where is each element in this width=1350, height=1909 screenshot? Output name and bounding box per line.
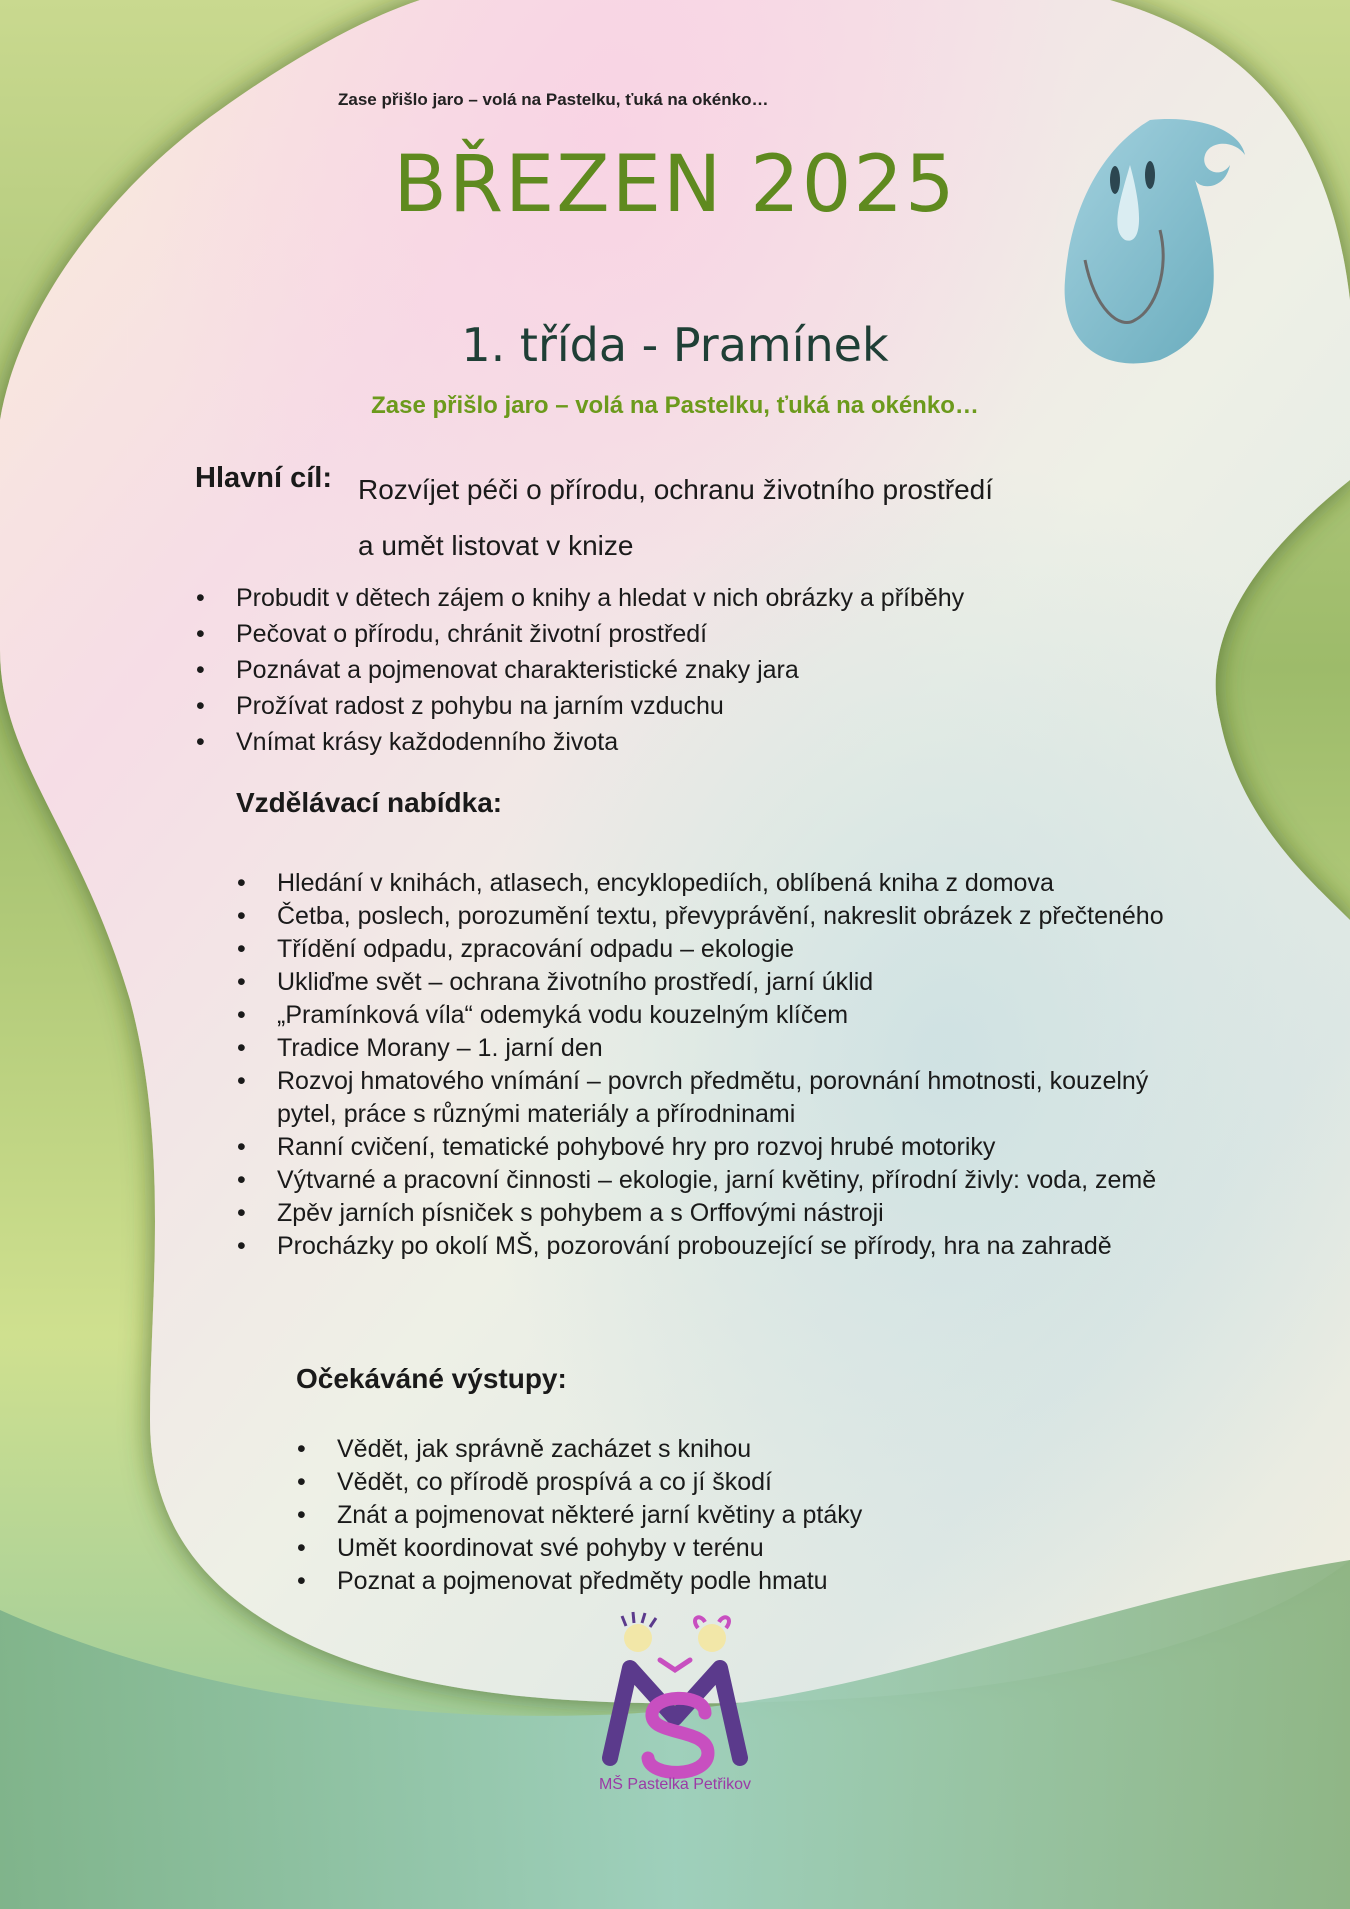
- list-item: • „Pramínková víla“ odemyká vodu kouzelným klíčem: [277, 999, 1177, 1032]
- list-item: • Tradice Morany – 1. jarní den: [277, 1032, 1177, 1065]
- top-note: Zase přišlo jaro – volá na Pastelku, ťuká na okénko…: [338, 90, 769, 109]
- goal-line: Rozvíjet péči o přírodu, ochranu životního prostředí: [358, 474, 994, 505]
- class-title: 1. třída - Pramínek: [461, 318, 889, 372]
- list-item: • Probudit v dětech zájem o knihy a hledat v nich obrázky a příběhy: [236, 580, 1136, 616]
- water-drop-mascot-icon: [1030, 110, 1270, 380]
- list-item: • Třídění odpadu, zpracování odpadu – ekologie: [277, 933, 1177, 966]
- list-item: • Zpěv jarních písniček s pohybem a s Orffovými nástroji: [277, 1197, 1177, 1230]
- list-item: • Prožívat radost z pohybu na jarním vzduchu: [236, 688, 1136, 724]
- list-item: • Výtvarné a pracovní činnosti – ekologie, jarní květiny, přírodní živly: voda, země: [277, 1164, 1177, 1197]
- list-item: • Hledání v knihách, atlasech, encyklopediích, oblíbená kniha z domova: [277, 867, 1177, 900]
- list-item: • Četba, poslech, porozumění textu, převyprávění, nakreslit obrázek z přečteného: [277, 900, 1177, 933]
- list-item: • Umět koordinovat své pohyby v terénu: [337, 1532, 1157, 1565]
- education-list: [277, 867, 1177, 1263]
- goal-label: Hlavní cíl:: [195, 462, 332, 494]
- outputs-list: [337, 1433, 1157, 1598]
- goal-line: a umět listovat v knize: [358, 530, 634, 561]
- list-item: • Pečovat o přírodu, chránit životní prostředí: [236, 616, 1136, 652]
- list-item: • Poznat a pojmenovat předměty podle hmatu: [337, 1565, 1157, 1598]
- list-item: • Ranní cvičení, tematické pohybové hry pro rozvoj hrubé motoriky: [277, 1131, 1177, 1164]
- list-item: • Procházky po okolí MŠ, pozorování probouzející se přírody, hra na zahradě: [277, 1230, 1177, 1263]
- list-item: • Vnímat krásy každodenního života: [236, 724, 1136, 760]
- school-logo-icon: [590, 1608, 760, 1798]
- list-item: • Ukliďme svět – ochrana životního prostředí, jarní úklid: [277, 966, 1177, 999]
- outputs-heading: Očekáváné výstupy:: [296, 1363, 567, 1394]
- aims-list: [236, 580, 1136, 760]
- page-title: BŘEZEN 2025: [393, 140, 957, 230]
- list-item: • Vědět, co přírodě prospívá a co jí škodí: [337, 1466, 1157, 1499]
- subtitle: Zase přišlo jaro – volá na Pastelku, ťuká na okénko…: [371, 392, 979, 419]
- logo-caption: MŠ Pastelka Petřikov: [598, 1776, 752, 1793]
- list-item: • Vědět, jak správně zacházet s knihou: [337, 1433, 1157, 1466]
- list-item: • Poznávat a pojmenovat charakteristické znaky jara: [236, 652, 1136, 688]
- list-item: • Znát a pojmenovat některé jarní květiny a ptáky: [337, 1499, 1157, 1532]
- goal-text: [358, 462, 1118, 574]
- list-item: • Rozvoj hmatového vnímání – povrch předmětu, porovnání hmotnosti, kouzelný pytel, práce s různými materiály a přírodninami: [277, 1065, 1177, 1131]
- education-heading: Vzdělávací nabídka:: [236, 787, 503, 818]
